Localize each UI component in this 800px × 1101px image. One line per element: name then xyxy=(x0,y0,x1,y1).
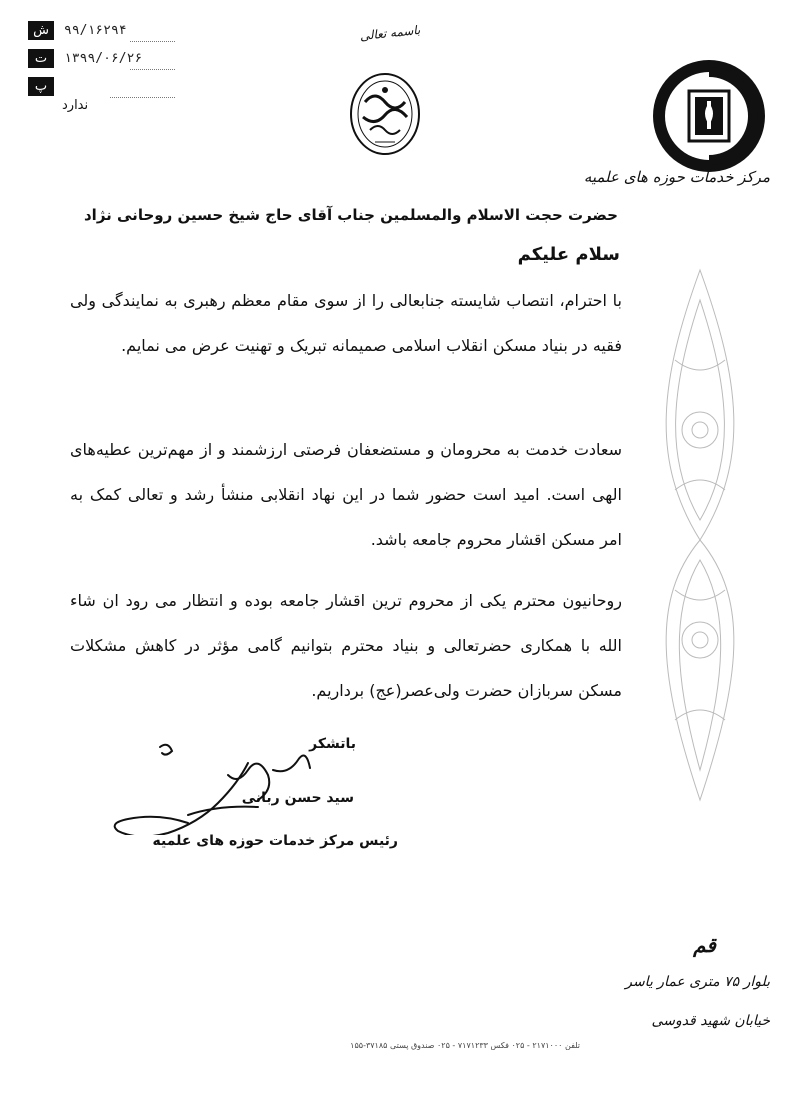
letter-date-value: ۱۳۹۹/۰۶/۲۶ xyxy=(64,50,143,66)
dotted-line xyxy=(130,69,175,70)
decorative-ornament-icon xyxy=(640,260,760,820)
dotted-line xyxy=(110,97,175,98)
seal-caption: باسمه تعالی xyxy=(359,22,421,44)
paragraph-1: با احترام، انتصاب شایسته جنابعالی را از سوی مقام معظم رهبری به نمایندگی ولی فقیه در بنیاد مسکن انقلاب اسلامی صمیمانه تبریک و تهنیت عرض می نمایم. xyxy=(70,291,622,355)
letter-number-row xyxy=(28,20,127,40)
letter-number-label: ش xyxy=(28,21,54,40)
address-line-2: خیابان شهید قدوسی xyxy=(651,1013,770,1029)
handwritten-signature xyxy=(98,735,338,835)
footer-contact: تلفن ۲۱۷۱۰۰۰ - ۰۲۵ فکس ۷۱۷۱۲۳۳ - ۰۲۵ صندوق پستی ۳۷۱۸۵-۱۵۵ xyxy=(350,1041,580,1050)
letter-number-value: ۹۹/۱۶۲۹۴ xyxy=(64,22,127,38)
organization-name: مرکز خدمات حوزه های علمیه xyxy=(583,168,770,186)
letter-attachment-label: پ xyxy=(28,77,54,96)
letter-date-row xyxy=(28,48,142,68)
greeting: سلام علیکم xyxy=(517,244,620,265)
paragraph-2: سعادت خدمت به محرومان و مستضعفان فرصتی ارزشمند و از مهم‌ترین عطیه‌های الهی است. امید است حضور شما در این نهاد انقلابی منشأ رشد و تعالی کمک به امر مسکن اقشار محروم جامعه باشد. xyxy=(70,440,622,549)
address-city: قم xyxy=(693,933,716,957)
addressee: حضرت حجت الاسلام والمسلمین جناب آقای حاج شیخ حسین روحانی نژاد xyxy=(83,206,618,224)
address-line-1: بلوار ۷۵ متری عمار یاسر xyxy=(625,974,770,990)
letter-date-label: ت xyxy=(28,49,54,68)
closing: باتشکر xyxy=(309,736,356,752)
letter-attachment-row xyxy=(28,76,54,96)
letter-attachment-value: ندارد xyxy=(62,98,89,113)
paragraph-3: روحانیون محترم یکی از محروم ترین اقشار جامعه بوده و انتظار می رود ان شاء الله با همکاری حضرتعالی و بنیاد محترم بتوانیم گامی مؤثر در کاهش مشکلات مسکن سربازان حضرت ولی‌عصر(عج) برداریم. xyxy=(70,591,622,700)
signer-title: رئیس مرکز خدمات حوزه های علمیه xyxy=(152,833,398,849)
signer-name: سید حسن ربانی xyxy=(241,790,354,806)
dotted-line xyxy=(130,41,175,42)
organization-logo-icon xyxy=(648,55,770,177)
calligraphy-seal-icon xyxy=(345,62,425,160)
